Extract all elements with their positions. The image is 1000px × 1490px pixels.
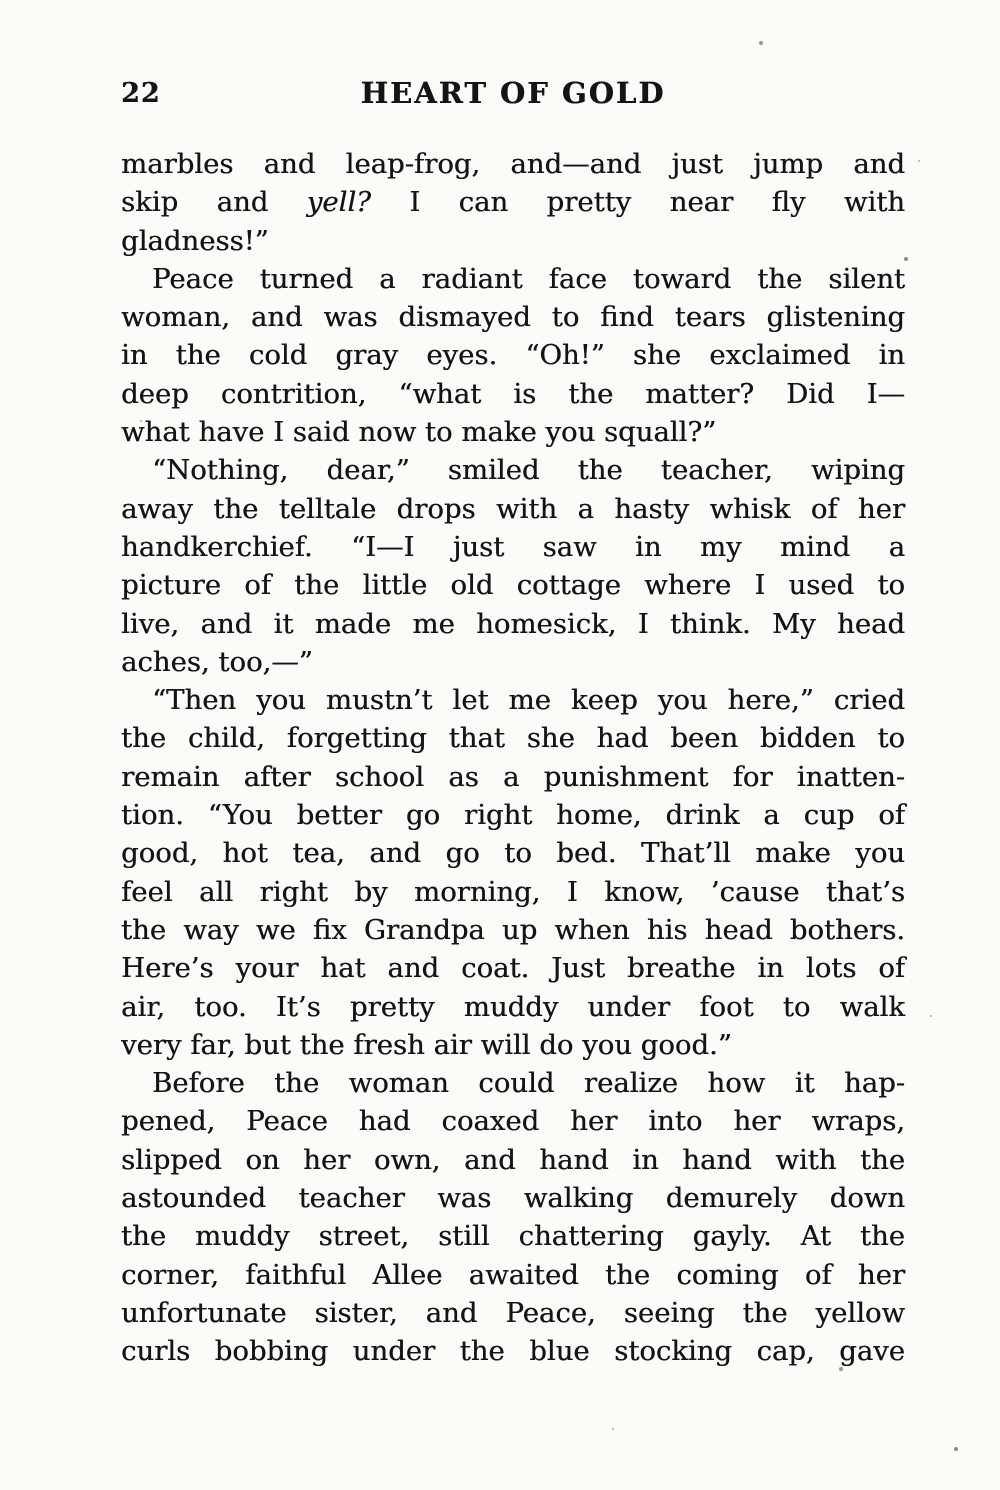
text-line <box>121 222 905 260</box>
text-segment: corner, faithful Allee awaited the coming of her <box>121 1258 905 1291</box>
text-line <box>121 528 905 566</box>
text-line <box>121 758 905 796</box>
text-line <box>121 1332 905 1370</box>
text-segment: picture of the little old cottage where I used to <box>121 569 905 602</box>
text-line <box>121 566 905 604</box>
page-header <box>121 76 905 112</box>
text-segment: Peace turned a radiant face toward the silent <box>152 262 905 295</box>
text-line <box>121 605 905 643</box>
scan-speckles <box>0 0 2 2</box>
text-line <box>121 1141 905 1179</box>
text-line <box>121 643 905 681</box>
text-segment: good, hot tea, and go to bed. That’ll make you <box>121 837 905 870</box>
text-line <box>121 451 905 489</box>
text-line <box>121 1294 905 1332</box>
text-line <box>121 1256 905 1294</box>
text-segment: woman, and was dismayed to find tears glistening <box>121 301 905 334</box>
text-segment: Before the woman could realize how it hap- <box>152 1067 905 1100</box>
text-segment: remain after school as a punishment for inatten- <box>121 760 905 793</box>
page-number: 22 <box>121 78 161 109</box>
text-line <box>121 183 905 221</box>
text-line <box>121 336 905 374</box>
text-segment: unfortunate sister, and Peace, seeing the yellow <box>121 1296 905 1329</box>
text-segment: the child, forgetting that she had been bidden to <box>121 722 905 755</box>
text-line <box>121 911 905 949</box>
paragraph <box>121 681 905 1064</box>
text-line <box>121 796 905 834</box>
text-line <box>121 949 905 987</box>
italic-text: yell? <box>306 186 371 219</box>
text-segment: “Then you mustn’t let me keep you here,” cried <box>152 684 905 717</box>
text-line <box>121 1026 905 1064</box>
text-segment: deep contrition, “what is the matter? Did I— <box>121 377 905 410</box>
text-line <box>121 1064 905 1102</box>
text-segment: handkerchief. “I—I just saw in my mind a <box>121 530 905 563</box>
text-line <box>121 298 905 336</box>
paragraph <box>121 451 905 681</box>
text-segment: very far, but the fresh air will do you good.” <box>121 1028 732 1061</box>
text-segment: the way we fix Grandpa up when his head bothers. <box>121 913 905 946</box>
text-segment: aches, too,—” <box>121 645 313 678</box>
text-segment: gladness!” <box>121 224 269 257</box>
text-line <box>121 1179 905 1217</box>
text-line <box>121 490 905 528</box>
text-line <box>121 1217 905 1255</box>
text-line <box>121 375 905 413</box>
text-segment: away the telltale drops with a hasty whisk of her <box>121 492 905 525</box>
text-segment: live, and it made me homesick, I think. My head <box>121 607 905 640</box>
text-segment: I can pretty near fly with <box>370 186 906 219</box>
text-segment: what have I said now to make you squall?” <box>121 416 717 449</box>
text-segment: Here’s your hat and coat. Just breathe in lots of <box>121 952 905 985</box>
text-line <box>121 834 905 872</box>
text-line <box>121 719 905 757</box>
text-line <box>121 988 905 1026</box>
text-line <box>121 681 905 719</box>
page-body-text <box>121 145 905 1371</box>
text-segment: curls bobbing under the blue stocking cap, gave <box>121 1335 905 1368</box>
text-segment: “Nothing, dear,” smiled the teacher, wiping <box>152 454 905 487</box>
text-line <box>121 260 905 298</box>
running-title: HEART OF GOLD <box>360 76 666 110</box>
text-segment: air, too. It’s pretty muddy under foot to walk <box>121 990 905 1023</box>
text-segment: marbles and leap-frog, and—and just jump and <box>121 148 905 180</box>
text-segment: the muddy street, still chattering gayly. At the <box>121 1220 905 1253</box>
text-line <box>121 145 905 183</box>
paragraph <box>121 260 905 451</box>
paragraph <box>121 1064 905 1370</box>
paragraph <box>121 145 905 260</box>
text-segment: slipped on her own, and hand in hand with the <box>121 1143 905 1176</box>
text-segment: feel all right by morning, I know, ’cause that’s <box>121 875 905 908</box>
text-line <box>121 1102 905 1140</box>
text-segment: in the cold gray eyes. “Oh!” she exclaimed in <box>121 339 905 372</box>
text-line <box>121 413 905 451</box>
text-line <box>121 873 905 911</box>
text-segment: astounded teacher was walking demurely down <box>121 1182 905 1215</box>
text-segment: skip and <box>121 186 307 219</box>
text-segment: pened, Peace had coaxed her into her wraps, <box>121 1105 905 1138</box>
text-segment: tion. “You better go right home, drink a cup of <box>121 799 905 832</box>
